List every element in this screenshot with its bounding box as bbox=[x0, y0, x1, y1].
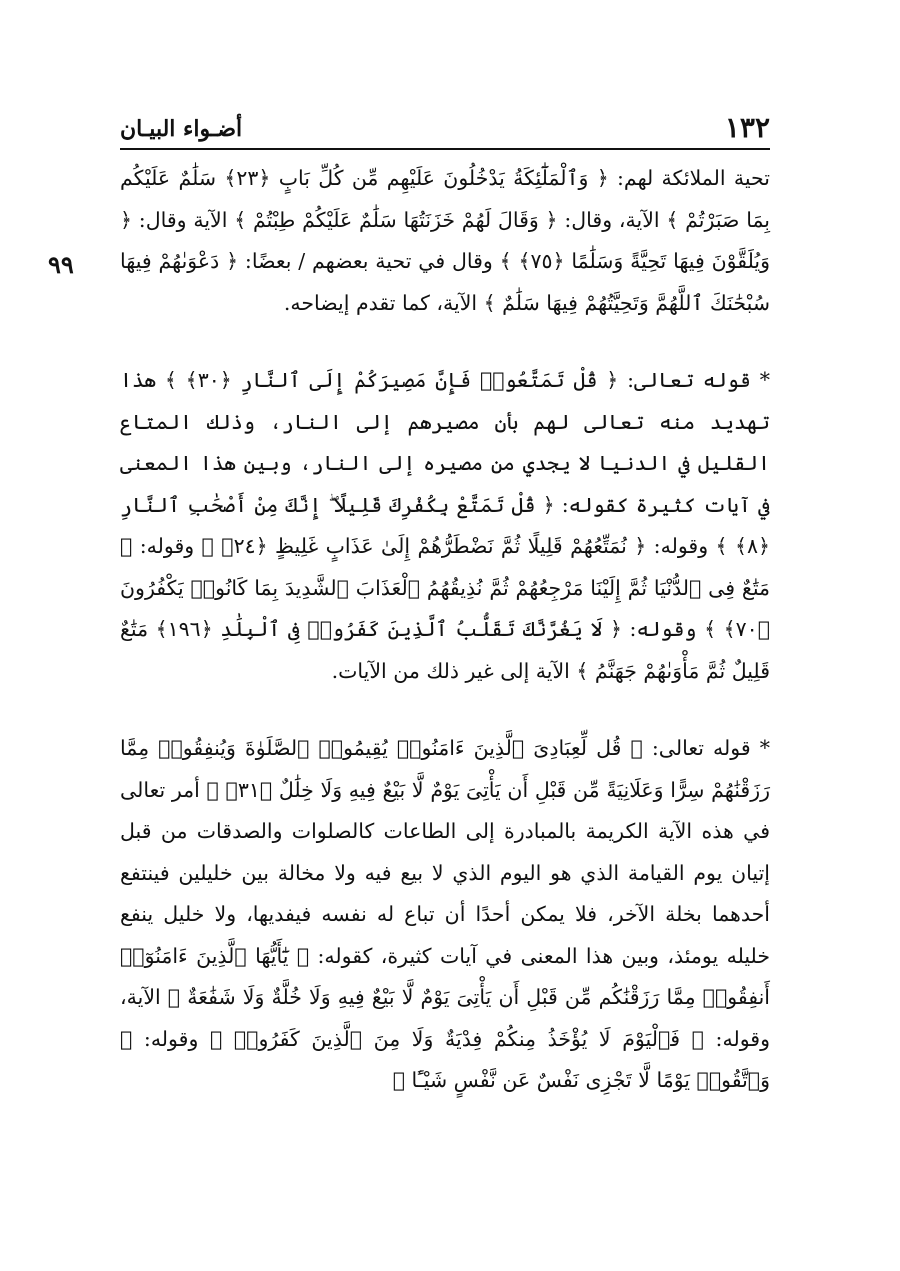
page-body bbox=[120, 158, 770, 1102]
margin-page-reference: ٩٩ bbox=[48, 250, 74, 279]
paragraph-3: * قوله تعالى: ﴿ قُل لِّعِبَادِىَ ٱلَّذِينَ ءَامَنُوا۟ يُقِيمُوا۟ ٱلصَّلَوٰةَ وَيُنفِقُوا۟ مِمَّا رَزَقْنَٰهُمْ سِرًّا وَعَلَانِيَةً مِّن قَبْلِ أَن يَأْتِىَ يَوْمٌ لَّا بَيْعٌ فِيهِ وَلَا خِلَٰلٌ ﴿٣١﴾ ﴾ أمر تعالى في هذه الآية الكريمة بالمبادرة إلى الطاعات كالصلوات والصدقات من قبل إتيان يوم القيامة الذي هو اليوم الذي لا بيع فيه ولا مخالة بين خليلين فينتفع أحدهما بخلة الآخر، فلا يمكن أحدًا أن تباع له نفسه فيفديها، ولا خليل ينفع خليله يومئذ، وبين هذا المعنى في آيات كثيرة، كقوله: ﴿ يَٰٓأَيُّهَا ٱلَّذِينَ ءَامَنُوٓا۟ أَنفِقُوا۟ مِمَّا رَزَقْنَٰكُم مِّن قَبْلِ أَن يَأْتِىَ يَوْمٌ لَّا بَيْعٌ فِيهِ وَلَا خُلَّةٌ وَلَا شَفَٰعَةٌ ﴾ الآية، وقوله: ﴿ فَٱلْيَوْمَ لَا يُؤْخَذُ مِنكُمْ فِدْيَةٌ وَلَا مِنَ ٱلَّذِينَ كَفَرُوا۟ ﴾ وقوله: ﴿ وَٱتَّقُوا۟ يَوْمًا لَّا تَجْزِى نَفْسٌ عَن نَّفْسٍ شَيْـًٔا ﴾ bbox=[120, 736, 770, 1092]
page-header bbox=[120, 100, 770, 150]
paragraph-2: * قوله تعالى: ﴿ قُلْ تَمَتَّعُوا۟ فَإِنَّ مَصِيرَكُمْ إِلَى ٱلنَّارِ ﴿٣٠﴾ ﴾ هذا تهديد منه تعالى لهم بأن مصيرهم إلى النار، وذلك المتاع القليل في الدنيا لا يجدي من مصيره إلى النار، وبين هذا المعنى في آيات كثيرة كقوله: ﴿ قُلْ تَمَتَّعْ بِكُفْرِكَ قَلِيلًا ۖ إِنَّكَ مِنْ أَصْحَٰبِ ٱلنَّارِ ﴿٨﴾ ﴾ وقوله: ﴿ نُمَتِّعُهُمْ قَلِيلًا ثُمَّ نَضْطَرُّهُمْ إِلَىٰ عَذَابٍ غَلِيظٍ ﴿٢٤﴾ ﴾ وقوله: ﴿ مَتَٰعٌ فِى ٱلدُّنْيَا ثُمَّ إِلَيْنَا مَرْجِعُهُمْ ثُمَّ نُذِيقُهُمُ ٱلْعَذَابَ ٱلشَّدِيدَ بِمَا كَانُوا۟ يَكْفُرُونَ ﴿٧٠﴾ ﴾ وقوله: ﴿ لَا يَغُرَّنَّكَ تَقَلُّبُ ٱلَّذِينَ كَفَرُوا۟ فِى ٱلْبِلَٰدِ ﴿١٩٦﴾ مَتَٰعٌ قَلِيلٌ ثُمَّ مَأْوَىٰهُمْ جَهَنَّمُ ﴾ الآية إلى غير ذلك من الآيات. bbox=[120, 368, 770, 683]
page-number: ١٣٢ bbox=[724, 111, 770, 144]
paragraph-1: تحية الملائكة لهم: ﴿ وَٱلْمَلَٰٓئِكَةُ يَدْخُلُونَ عَلَيْهِم مِّن كُلِّ بَابٍ ﴿٢٣﴾ سَلَٰمٌ عَلَيْكُم بِمَا صَبَرْتُمْ ﴾ الآية، وقال: ﴿ وَقَالَ لَهُمْ خَزَنَتُهَا سَلَٰمٌ عَلَيْكُمْ طِبْتُمْ ﴾ الآية وقال: ﴿ وَيُلَقَّوْنَ فِيهَا تَحِيَّةً وَسَلَٰمًا ﴿٧٥﴾ ﴾ وقال في تحية بعضهم / بعضًا: ﴿ دَعْوَىٰهُمْ فِيهَا سُبْحَٰنَكَ ٱللَّهُمَّ وَتَحِيَّتُهُمْ فِيهَا سَلَٰمٌ ﴾ الآية، كما تقدم إيضاحه. bbox=[120, 166, 770, 315]
running-title: أضـواء البيـان bbox=[120, 116, 243, 142]
